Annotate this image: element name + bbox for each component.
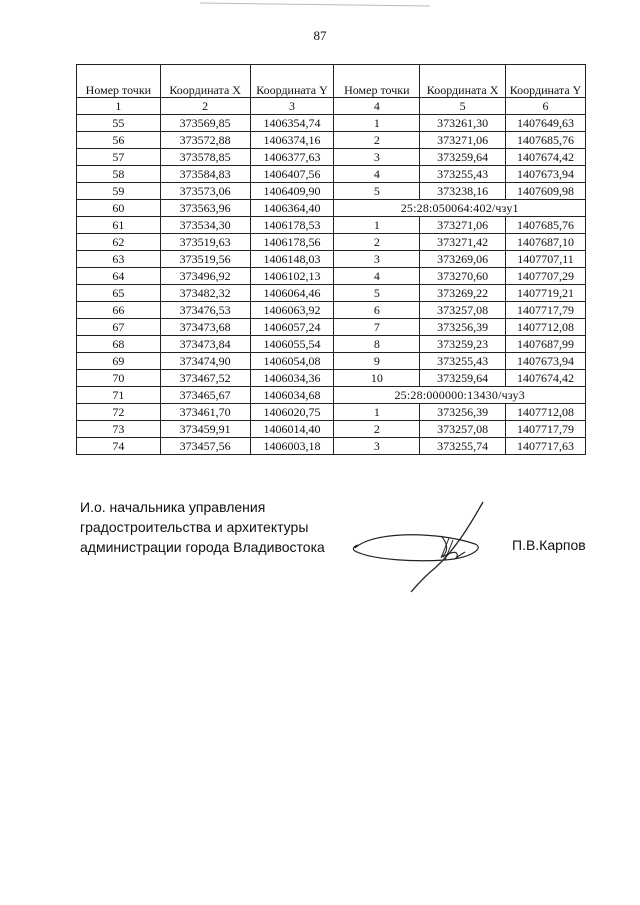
table-cell: 373473,84 bbox=[160, 336, 250, 353]
table-cell: 64 bbox=[77, 268, 161, 285]
table-cell: 373271,42 bbox=[420, 234, 506, 251]
table-cell: 373461,70 bbox=[160, 404, 250, 421]
table-cell: 1406178,56 bbox=[250, 234, 334, 251]
index-cell: 4 bbox=[334, 98, 420, 115]
table-cell: 373255,43 bbox=[420, 353, 506, 370]
coordinates-table bbox=[76, 64, 586, 455]
table-cell: 1407673,94 bbox=[506, 353, 586, 370]
table-row bbox=[77, 149, 586, 166]
table-cell: 72 bbox=[77, 404, 161, 421]
table-cell: 3 bbox=[334, 149, 420, 166]
header-point-number-2: Номер точки bbox=[334, 65, 420, 98]
table-cell: 63 bbox=[77, 251, 161, 268]
table-row bbox=[77, 353, 586, 370]
table-cell: 1406377,63 bbox=[250, 149, 334, 166]
signer-position-line-3: администрации города Владивостока bbox=[80, 539, 325, 555]
parcel-label-cell: 25:28:050064:402/чзу1 bbox=[334, 200, 586, 217]
table-cell: 57 bbox=[77, 149, 161, 166]
table-cell: 373257,08 bbox=[420, 421, 506, 438]
table-body bbox=[77, 115, 586, 455]
table-cell: 1407673,94 bbox=[506, 166, 586, 183]
table-cell: 62 bbox=[77, 234, 161, 251]
table-cell: 55 bbox=[77, 115, 161, 132]
signer-position-line-1: И.о. начальника управления bbox=[80, 499, 266, 515]
index-cell: 2 bbox=[160, 98, 250, 115]
table-row bbox=[77, 370, 586, 387]
table-cell: 1406364,40 bbox=[250, 200, 334, 217]
table-row bbox=[77, 115, 586, 132]
table-cell: 373255,43 bbox=[420, 166, 506, 183]
table-cell: 3 bbox=[334, 438, 420, 455]
table-row bbox=[77, 217, 586, 234]
table-cell: 68 bbox=[77, 336, 161, 353]
table-cell: 4 bbox=[334, 268, 420, 285]
table-cell: 1406178,53 bbox=[250, 217, 334, 234]
table-cell: 373465,67 bbox=[160, 387, 250, 404]
index-cell: 3 bbox=[250, 98, 334, 115]
table-cell: 2 bbox=[334, 132, 420, 149]
table-cell: 1406063,92 bbox=[250, 302, 334, 319]
header-coordinate-y: Координата Y bbox=[250, 65, 334, 98]
table-cell: 2 bbox=[334, 421, 420, 438]
table-cell: 373573,06 bbox=[160, 183, 250, 200]
table-cell: 1407707,11 bbox=[506, 251, 586, 268]
parcel-label-cell: 25:28:000000:13430/чзу3 bbox=[334, 387, 586, 404]
table-cell: 9 bbox=[334, 353, 420, 370]
table-cell: 70 bbox=[77, 370, 161, 387]
table-cell: 1406055,54 bbox=[250, 336, 334, 353]
table-cell: 1407712,08 bbox=[506, 319, 586, 336]
table-cell: 56 bbox=[77, 132, 161, 149]
table-row bbox=[77, 132, 586, 149]
table-cell: 59 bbox=[77, 183, 161, 200]
header-point-number: Номер точки bbox=[77, 65, 161, 98]
table-cell: 1 bbox=[334, 404, 420, 421]
table-cell: 373256,39 bbox=[420, 404, 506, 421]
table-cell: 373482,32 bbox=[160, 285, 250, 302]
table-cell: 1407685,76 bbox=[506, 132, 586, 149]
table-cell: 373261,30 bbox=[420, 115, 506, 132]
table-cell: 60 bbox=[77, 200, 161, 217]
table-cell: 1407717,79 bbox=[506, 302, 586, 319]
table-cell: 1406064,46 bbox=[250, 285, 334, 302]
table-row bbox=[77, 268, 586, 285]
table-row bbox=[77, 234, 586, 251]
table-cell: 1407717,63 bbox=[506, 438, 586, 455]
table-cell: 7 bbox=[334, 319, 420, 336]
index-cell: 6 bbox=[506, 98, 586, 115]
table-cell: 1407719,21 bbox=[506, 285, 586, 302]
table-cell: 61 bbox=[77, 217, 161, 234]
table-cell: 58 bbox=[77, 166, 161, 183]
table-cell: 1406020,75 bbox=[250, 404, 334, 421]
table-cell: 1406034,36 bbox=[250, 370, 334, 387]
table-cell: 373572,88 bbox=[160, 132, 250, 149]
table-cell: 373269,06 bbox=[420, 251, 506, 268]
table-row bbox=[77, 285, 586, 302]
table-cell: 373269,22 bbox=[420, 285, 506, 302]
table-cell: 373259,64 bbox=[420, 149, 506, 166]
table-cell: 373578,85 bbox=[160, 149, 250, 166]
table-cell: 373271,06 bbox=[420, 217, 506, 234]
table-cell: 373519,63 bbox=[160, 234, 250, 251]
table-cell: 373259,64 bbox=[420, 370, 506, 387]
table-cell: 69 bbox=[77, 353, 161, 370]
table-cell: 3 bbox=[334, 251, 420, 268]
table-cell: 373496,92 bbox=[160, 268, 250, 285]
table-cell: 1407674,42 bbox=[506, 370, 586, 387]
index-cell: 1 bbox=[77, 98, 161, 115]
header-coordinate-x-2: Координата X bbox=[420, 65, 506, 98]
table-row bbox=[77, 387, 586, 404]
handwritten-signature bbox=[345, 500, 505, 595]
table-cell: 1407649,63 bbox=[506, 115, 586, 132]
table-row bbox=[77, 183, 586, 200]
table-cell: 373459,91 bbox=[160, 421, 250, 438]
table-cell: 71 bbox=[77, 387, 161, 404]
table-cell: 6 bbox=[334, 302, 420, 319]
table-cell: 1406409,90 bbox=[250, 183, 334, 200]
table-cell: 373473,68 bbox=[160, 319, 250, 336]
table-cell: 1407609,98 bbox=[506, 183, 586, 200]
table-cell: 1407687,99 bbox=[506, 336, 586, 353]
table-cell: 1407685,76 bbox=[506, 217, 586, 234]
table-cell: 1406354,74 bbox=[250, 115, 334, 132]
table-row bbox=[77, 404, 586, 421]
table-cell: 373584,83 bbox=[160, 166, 250, 183]
scan-edge-mark bbox=[0, 0, 640, 20]
signer-name: П.В.Карпов bbox=[512, 537, 586, 553]
header-coordinate-x: Координата X bbox=[160, 65, 250, 98]
table-cell: 1406148,03 bbox=[250, 251, 334, 268]
table-cell: 1407712,08 bbox=[506, 404, 586, 421]
table-cell: 373270,60 bbox=[420, 268, 506, 285]
table-cell: 373238,16 bbox=[420, 183, 506, 200]
table-row bbox=[77, 336, 586, 353]
table-row bbox=[77, 251, 586, 268]
table-cell: 373256,39 bbox=[420, 319, 506, 336]
table-row bbox=[77, 319, 586, 336]
table-cell: 1406003,18 bbox=[250, 438, 334, 455]
table-cell: 1406014,40 bbox=[250, 421, 334, 438]
signer-position-line-2: градостроительства и архитектуры bbox=[80, 519, 309, 535]
table-header-row bbox=[77, 65, 586, 98]
table-row bbox=[77, 421, 586, 438]
table-cell: 1407687,10 bbox=[506, 234, 586, 251]
table-cell: 10 bbox=[334, 370, 420, 387]
table-cell: 5 bbox=[334, 285, 420, 302]
table-row bbox=[77, 166, 586, 183]
page-number: 87 bbox=[313, 28, 327, 43]
table-cell: 66 bbox=[77, 302, 161, 319]
table-cell: 373255,74 bbox=[420, 438, 506, 455]
table-cell: 1406034,68 bbox=[250, 387, 334, 404]
table-cell: 5 bbox=[334, 183, 420, 200]
table-cell: 74 bbox=[77, 438, 161, 455]
table-cell: 4 bbox=[334, 166, 420, 183]
table-row bbox=[77, 438, 586, 455]
index-cell: 5 bbox=[420, 98, 506, 115]
table-cell: 1406057,24 bbox=[250, 319, 334, 336]
table-cell: 373563,96 bbox=[160, 200, 250, 217]
table-cell: 373467,52 bbox=[160, 370, 250, 387]
table-row bbox=[77, 302, 586, 319]
table-cell: 1407674,42 bbox=[506, 149, 586, 166]
header-coordinate-y-2: Координата Y bbox=[506, 65, 586, 98]
table-cell: 1406407,56 bbox=[250, 166, 334, 183]
table-cell: 1407707,29 bbox=[506, 268, 586, 285]
table-cell: 65 bbox=[77, 285, 161, 302]
table-cell: 1406054,08 bbox=[250, 353, 334, 370]
table-cell: 1406102,13 bbox=[250, 268, 334, 285]
table-cell: 373474,90 bbox=[160, 353, 250, 370]
table-cell: 373519,56 bbox=[160, 251, 250, 268]
table-cell: 1407717,79 bbox=[506, 421, 586, 438]
table-row bbox=[77, 200, 586, 217]
table-cell: 373271,06 bbox=[420, 132, 506, 149]
table-cell: 1 bbox=[334, 115, 420, 132]
table-index-row bbox=[77, 98, 586, 115]
table-cell: 8 bbox=[334, 336, 420, 353]
table-cell: 373457,56 bbox=[160, 438, 250, 455]
table-cell: 2 bbox=[334, 234, 420, 251]
signature-block bbox=[80, 497, 325, 557]
table-cell: 73 bbox=[77, 421, 161, 438]
table-cell: 373257,08 bbox=[420, 302, 506, 319]
table-cell: 373569,85 bbox=[160, 115, 250, 132]
table-cell: 373259,23 bbox=[420, 336, 506, 353]
table-cell: 1 bbox=[334, 217, 420, 234]
table-cell: 373534,30 bbox=[160, 217, 250, 234]
table-cell: 1406374,16 bbox=[250, 132, 334, 149]
table-cell: 67 bbox=[77, 319, 161, 336]
table-cell: 373476,53 bbox=[160, 302, 250, 319]
